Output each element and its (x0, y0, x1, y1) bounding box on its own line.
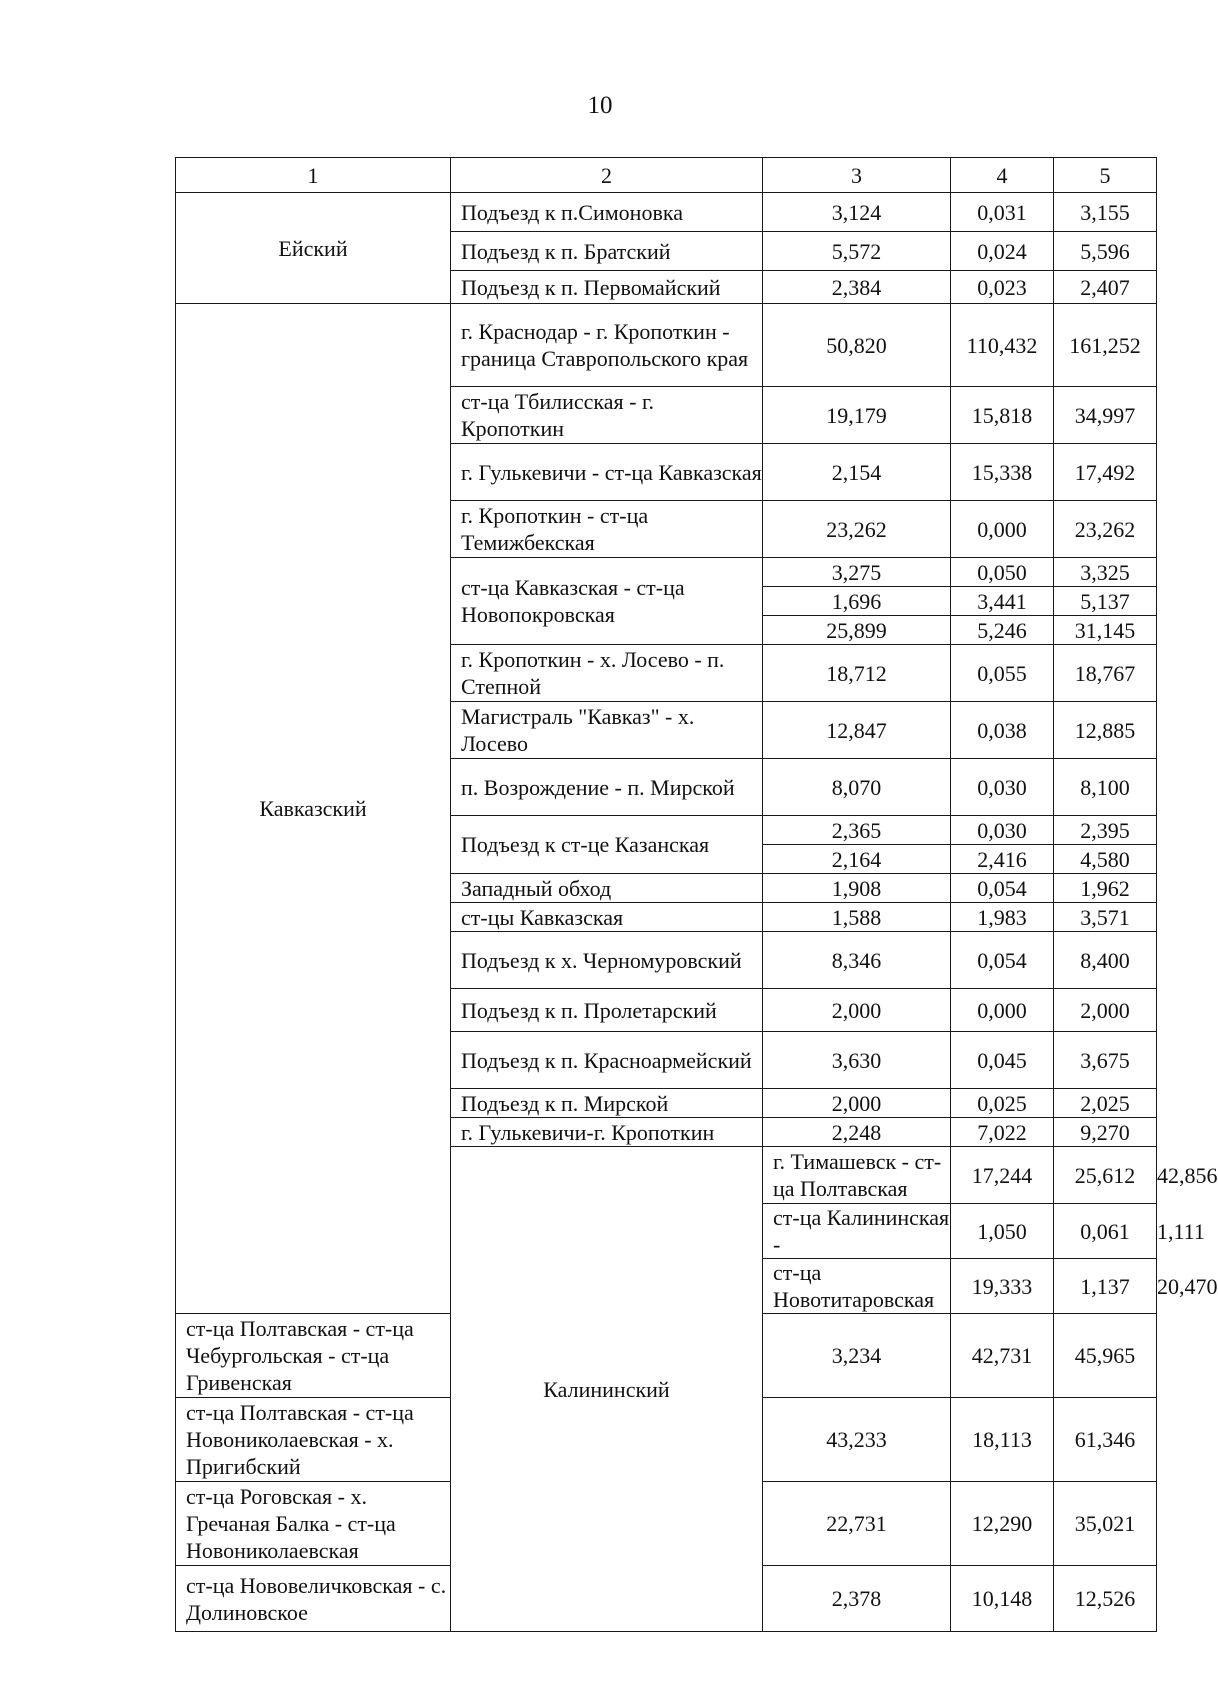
road-name-cell: Подъезд к п. Пролетарский (451, 989, 763, 1032)
length-value-col4: 110,432 (951, 304, 1054, 387)
table-row: ст-ца Новотитаровская 19,333 1,137 20,470 (176, 1259, 1157, 1314)
length-value-col5: 35,021 (1054, 1482, 1157, 1566)
column-header-3: 3 (763, 158, 951, 193)
length-value-col4: 12,290 (951, 1482, 1054, 1566)
length-value-col3: 1,696 (763, 587, 951, 616)
length-value-col3: 3,124 (763, 193, 951, 232)
length-value-col5: 18,767 (1054, 645, 1157, 702)
column-header-4: 4 (951, 158, 1054, 193)
length-value-col5: 3,325 (1054, 558, 1157, 587)
length-value-col4: 2,416 (951, 845, 1054, 874)
roads-table (175, 157, 1218, 1632)
table-row: ст-ца Калининская - 1,050 0,061 1,111 (176, 1204, 1157, 1259)
length-value-col3: 8,346 (763, 932, 951, 989)
road-name-cell: Подъезд к п. Братский (451, 232, 763, 271)
road-name-cell: п. Возрождение - п. Мирской (451, 759, 763, 816)
length-value-col4: 0,054 (951, 932, 1054, 989)
length-value-col3: 2,378 (763, 1566, 951, 1632)
length-value-col4: 1,983 (951, 903, 1054, 932)
length-value-col5: 5,137 (1054, 587, 1157, 616)
table-row: Калининский г. Тимашевск - ст-ца Полтавская 17,244 25,612 42,856 (176, 1147, 1157, 1204)
table-body (176, 193, 1218, 1632)
length-value-col4: 10,148 (951, 1566, 1054, 1632)
road-name-cell: ст-ца Калининская - (763, 1204, 951, 1259)
length-value-col3: 3,234 (763, 1314, 951, 1398)
length-value-col3: 23,262 (763, 501, 951, 558)
road-name-cell: ст-ца Тбилисская - г. Кропоткин (451, 387, 763, 444)
length-value-col5: 8,100 (1054, 759, 1157, 816)
length-value-col3: 43,233 (763, 1398, 951, 1482)
length-value-col5: 1,962 (1054, 874, 1157, 903)
length-value-col5: 61,346 (1054, 1398, 1157, 1482)
length-value-col3: 2,000 (763, 1089, 951, 1118)
road-name-cell: ст-ца Нововеличковская - с. Долиновское (176, 1566, 451, 1632)
length-value-col4: 3,441 (951, 587, 1054, 616)
length-value-col5: 34,997 (1054, 387, 1157, 444)
length-value-col4: 15,338 (951, 444, 1054, 501)
length-value-col5: 12,526 (1054, 1566, 1157, 1632)
length-value-col5: 12,885 (1054, 702, 1157, 759)
length-value-col4: 18,113 (951, 1398, 1054, 1482)
road-name-cell: г. Кропоткин - х. Лосево - п. Степной (451, 645, 763, 702)
length-value-col4: 0,024 (951, 232, 1054, 271)
length-value-col4: 0,000 (951, 989, 1054, 1032)
road-name-cell: ст-ца Полтавская - ст-ца Новониколаевская - х. Пригибский (176, 1398, 451, 1482)
length-value-col4: 0,031 (951, 193, 1054, 232)
length-value-col3: 12,847 (763, 702, 951, 759)
road-name-cell: г. Тимашевск - ст-ца Полтавская (763, 1147, 951, 1204)
length-value-col3: 2,164 (763, 845, 951, 874)
road-name-cell: Магистраль "Кавказ" - х. Лосево (451, 702, 763, 759)
road-name-cell: Подъезд к п. Мирской (451, 1089, 763, 1118)
road-name-cell: ст-цы Кавказская (451, 903, 763, 932)
length-value-col4: 0,038 (951, 702, 1054, 759)
length-value-col4: 1,137 (1054, 1259, 1157, 1314)
length-value-col3: 19,179 (763, 387, 951, 444)
district-cell: Калининский (451, 1147, 763, 1632)
length-value-col4: 7,022 (951, 1118, 1054, 1147)
length-value-col5: 3,155 (1054, 193, 1157, 232)
length-value-col5: 161,252 (1054, 304, 1157, 387)
header-row (176, 158, 1157, 193)
length-value-col3: 2,000 (763, 989, 951, 1032)
length-value-col5: 5,596 (1054, 232, 1157, 271)
length-value-col3: 25,899 (763, 616, 951, 645)
length-value-col4: 0,030 (951, 816, 1054, 845)
length-value-col3: 2,154 (763, 444, 951, 501)
length-value-col3: 8,070 (763, 759, 951, 816)
table-row (176, 193, 1157, 232)
length-value-col3: 18,712 (763, 645, 951, 702)
length-value-col4: 15,818 (951, 387, 1054, 444)
length-value-col3: 2,384 (763, 271, 951, 304)
road-name-cell: ст-ца Кавказская - ст-ца Новопокровская (451, 558, 763, 645)
length-value-col3: 2,365 (763, 816, 951, 845)
length-value-col5: 4,580 (1054, 845, 1157, 874)
length-value-col4: 25,612 (1054, 1147, 1157, 1204)
length-value-col5: 17,492 (1054, 444, 1157, 501)
length-value-col4: 0,045 (951, 1032, 1054, 1089)
length-value-col3: 50,820 (763, 304, 951, 387)
length-value-col4: 0,025 (951, 1089, 1054, 1118)
length-value-col4: 0,055 (951, 645, 1054, 702)
length-value-col3: 5,572 (763, 232, 951, 271)
length-value-col4: 0,000 (951, 501, 1054, 558)
length-value-col5: 2,000 (1054, 989, 1157, 1032)
length-value-col4: 0,061 (1054, 1204, 1157, 1259)
length-value-col5: 31,145 (1054, 616, 1157, 645)
length-value-col4: 0,050 (951, 558, 1054, 587)
length-value-col3: 22,731 (763, 1482, 951, 1566)
length-value-col3: 1,588 (763, 903, 951, 932)
length-value-col3: 1,050 (951, 1204, 1054, 1259)
length-value-col5: 3,571 (1054, 903, 1157, 932)
length-value-col5: 8,400 (1054, 932, 1157, 989)
road-name-cell: Подъезд к ст-це Казанская (451, 816, 763, 874)
length-value-col5: 23,262 (1054, 501, 1157, 558)
district-cell: Ейский (176, 193, 451, 304)
length-value-col3: 2,248 (763, 1118, 951, 1147)
length-value-col5: 2,407 (1054, 271, 1157, 304)
length-value-col5: 9,270 (1054, 1118, 1157, 1147)
road-name-cell: г. Гулькевичи-г. Кропоткин (451, 1118, 763, 1147)
length-value-col5: 2,395 (1054, 816, 1157, 845)
road-name-cell: Западный обход (451, 874, 763, 903)
length-value-col4: 5,246 (951, 616, 1054, 645)
road-name-cell: г. Кропоткин - ст-ца Темижбекская (451, 501, 763, 558)
table-row (176, 304, 1157, 387)
length-value-col3: 3,630 (763, 1032, 951, 1089)
length-value-col3: 19,333 (951, 1259, 1054, 1314)
length-value-col3: 17,244 (951, 1147, 1054, 1204)
road-name-cell: Подъезд к п. Красноармейский (451, 1032, 763, 1089)
road-name-cell: г. Гулькевичи - ст-ца Кавказская (451, 444, 763, 501)
length-value-col3: 3,275 (763, 558, 951, 587)
length-value-col5: 3,675 (1054, 1032, 1157, 1089)
length-value-col4: 0,030 (951, 759, 1054, 816)
column-header-1: 1 (176, 158, 451, 193)
road-name-cell: ст-ца Новотитаровская (763, 1259, 951, 1314)
length-value-col4: 0,054 (951, 874, 1054, 903)
length-value-col5: 2,025 (1054, 1089, 1157, 1118)
length-value-col4: 42,731 (951, 1314, 1054, 1398)
column-header-5: 5 (1054, 158, 1157, 193)
column-header-2: 2 (451, 158, 763, 193)
length-value-col3: 1,908 (763, 874, 951, 903)
district-cell: Кавказский (176, 304, 451, 1314)
road-name-cell: г. Краснодар - г. Кропоткин - граница Ставропольского края (451, 304, 763, 387)
length-value-col5: 45,965 (1054, 1314, 1157, 1398)
road-name-cell: ст-ца Роговская - х. Гречаная Балка - ст-ца Новониколаевская (176, 1482, 451, 1566)
length-value-col4: 0,023 (951, 271, 1054, 304)
road-name-cell: ст-ца Полтавская - ст-ца Чебургольская - ст-ца Гривенская (176, 1314, 451, 1398)
road-name-cell: Подъезд к п. Первомайский (451, 271, 763, 304)
road-name-cell: Подъезд к х. Черномуровский (451, 932, 763, 989)
road-name-cell: Подъезд к п.Симоновка (451, 193, 763, 232)
page-number: 10 (587, 92, 613, 119)
